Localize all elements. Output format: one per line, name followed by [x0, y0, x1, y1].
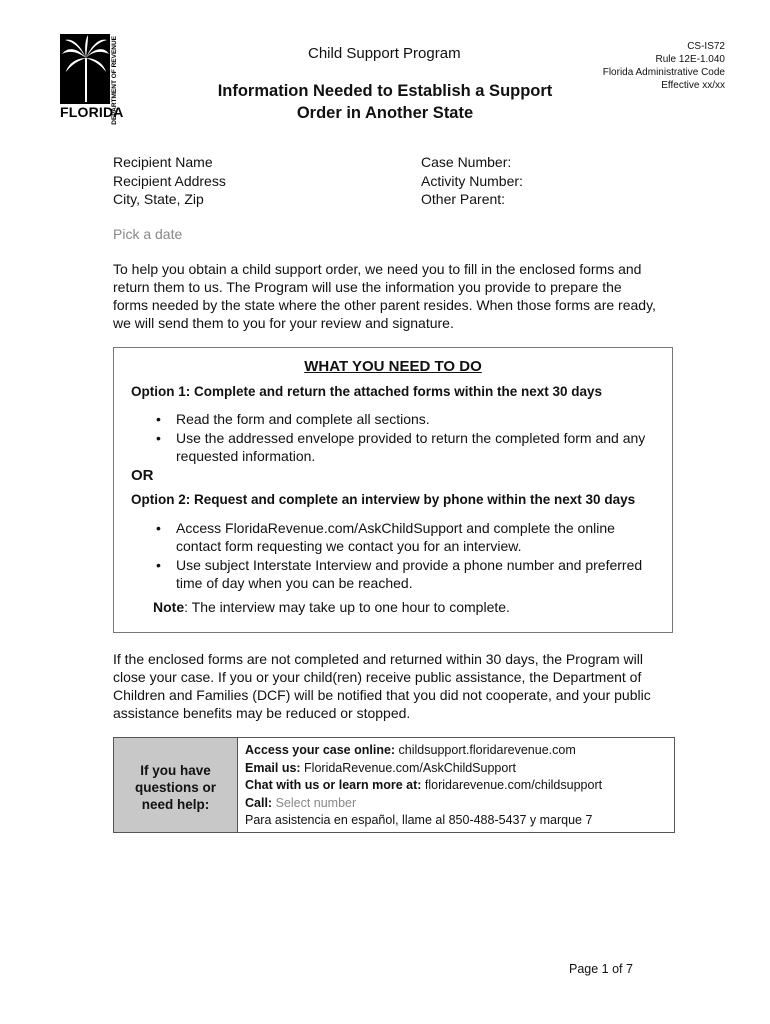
option-2-list	[156, 519, 646, 593]
logo-vertical-text: DEPARTMENT OF REVENUE	[111, 36, 118, 125]
other-parent-label: Other Parent:	[421, 191, 506, 207]
warning-paragraph: If the enclosed forms are not completed and returned within 30 days, the Program will close your case. If you or your child(ren) receive public assistance, the Department of Children and Families (DCF) will be notified that you did not cooperate, and your public assistance benefits may be reduced or stopped.	[113, 651, 651, 721]
help-row-email: Email us: FloridaRevenue.com/AskChildSupport	[245, 760, 516, 775]
help-row-spanish: Para asistencia en español, llame al 850-488-5437 y marque 7	[245, 813, 593, 827]
logo-wordmark: FLORIDA	[60, 104, 124, 120]
note-label: Note	[153, 599, 185, 615]
intro-paragraph: To help you obtain a child support order, we need you to fill in the enclosed forms and return them to us. The Program will use the information you provide to prepare the forms needed by the state where the other parent resides. When those forms are ready, we will send them to you for your review and signature.	[113, 261, 656, 331]
help-question-cell	[114, 738, 238, 832]
case-online-link[interactable]: childsupport.floridarevenue.com	[395, 743, 576, 757]
list-item: • Access FloridaRevenue.com/AskChildSupport and complete the online contact form requesting we contact you for an interview.	[156, 519, 646, 555]
case-number-label: Case Number:	[421, 154, 512, 170]
list-item: • Read the form and complete all sections.	[156, 410, 646, 428]
instructions-box	[113, 347, 673, 633]
code-name: Florida Administrative Code	[602, 67, 725, 78]
activity-number-label: Activity Number:	[421, 172, 523, 189]
effective-date: Effective xx/xx	[661, 80, 725, 91]
form-id: CS-IS72	[687, 41, 725, 52]
option-2-heading: Option 2: Request and complete an interview by phone within the next 30 days	[131, 492, 636, 507]
note-text: : The interview may take up to one hour to complete.	[184, 599, 510, 615]
interview-note	[153, 599, 510, 615]
document-title: Information Needed to Establish a Support Order in Another State	[217, 82, 553, 122]
option-1-heading: Option 1: Complete and return the attached forms within the next 30 days	[131, 384, 603, 399]
box-title: WHAT YOU NEED TO DO	[304, 358, 482, 375]
list-item: • Use the addressed envelope provided to return the completed form and any requested information.	[156, 429, 646, 465]
option-1-list	[156, 410, 646, 466]
help-row-chat: Chat with us or learn more at: floridarevenue.com/childsupport	[245, 778, 603, 792]
chat-link[interactable]: floridarevenue.com/childsupport	[421, 778, 603, 792]
florida-dor-logo	[60, 34, 124, 125]
email-link[interactable]: FloridaRevenue.com/AskChildSupport	[300, 760, 516, 775]
program-name: Child Support Program	[308, 45, 461, 62]
form-meta	[603, 40, 725, 92]
recipient-address-field[interactable]: Recipient Address	[113, 172, 226, 189]
help-contact-cell	[245, 742, 602, 830]
case-info-block	[421, 153, 523, 209]
help-table	[113, 737, 675, 833]
rule-number: Rule 12E-1.040	[655, 54, 725, 65]
palm-tree-icon	[60, 34, 110, 104]
page-number: Page 1 of 7	[569, 962, 633, 976]
city-state-zip-field[interactable]: City, State, Zip	[113, 191, 204, 207]
recipient-name-field[interactable]: Recipient Name	[113, 154, 213, 170]
help-question: If you have questions or need help:	[134, 763, 216, 812]
date-picker[interactable]: Pick a date	[113, 226, 183, 242]
help-row-online: Access your case online: childsupport.floridarevenue.com	[245, 743, 576, 757]
help-row-call: Call: Select number	[245, 795, 357, 810]
recipient-address-block	[113, 153, 226, 209]
select-number-dropdown[interactable]: Select number	[272, 795, 357, 810]
or-separator: OR	[131, 467, 154, 484]
list-item: • Use subject Interstate Interview and provide a phone number and preferred time of day when you can be reached.	[156, 556, 646, 592]
